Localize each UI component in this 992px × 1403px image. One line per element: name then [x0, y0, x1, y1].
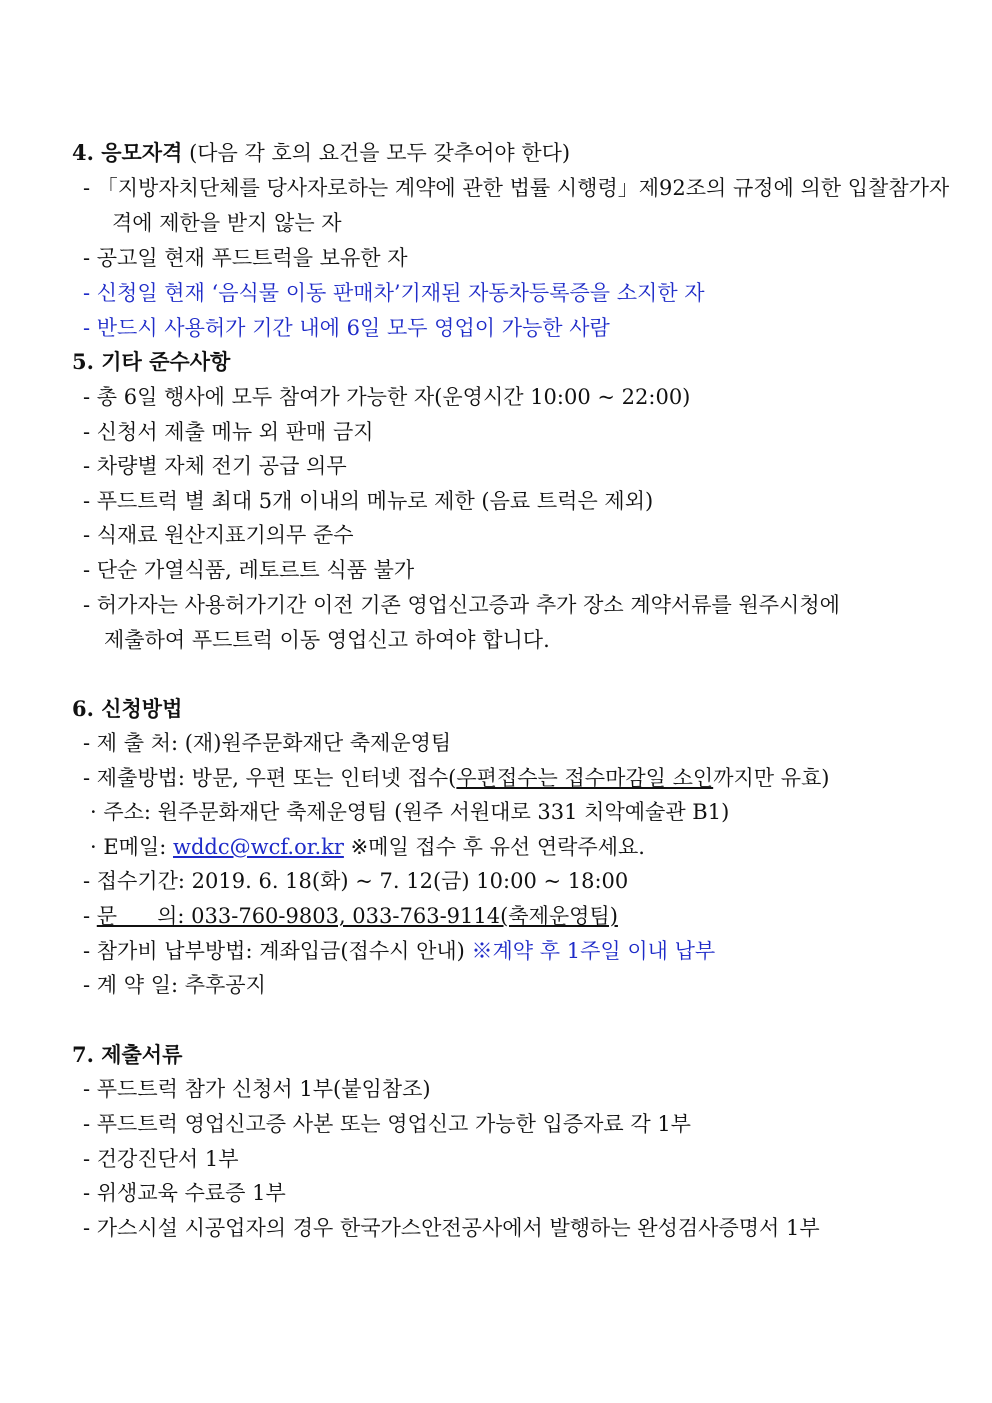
section-4-item-1: - 「지방자치단체를 당사자로하는 계약에 관한 법률 시행령」제92조의 규정에 의한 입찰참가자	[83, 176, 950, 200]
section-5-item-7: - 허가자는 사용허가기간 이전 기존 영업신고증과 추가 장소 계약서류를 원주시청에	[83, 593, 840, 617]
submit-to-line: - 제 출 처: (재)원주문화재단 축제운영팀	[83, 731, 452, 755]
section-7-item-1: - 푸드트럭 참가 신청서 1부(붙임참조)	[83, 1077, 431, 1101]
postmark-condition: 우편접수는 접수마감일 소인	[456, 766, 714, 790]
section-4-title: 4. 응모자격	[72, 140, 183, 165]
contract-date: - 계 약 일: 추후공지	[83, 973, 266, 997]
section-4-item-2: - 공고일 현재 푸드트럭을 보유한 자	[83, 246, 408, 270]
inquiry-line	[83, 902, 618, 930]
fee-method: - 참가비 납부방법: 계좌입금(접수시 안내)	[83, 939, 472, 963]
fee-line	[83, 937, 715, 965]
section-5-item-2: - 신청서 제출 메뉴 외 판매 금지	[83, 420, 374, 444]
section-4-item-3: - 신청일 현재 ‘음식물 이동 판매차’기재된 자동차등록증을 소지한 자	[83, 281, 705, 305]
submit-method-suffix: 까지만 유효)	[713, 766, 830, 790]
inquiry-contacts: 문 의: 033-760-9803, 033-763-9114(축제운영팀)	[96, 904, 618, 928]
inquiry-dash: -	[83, 904, 97, 928]
section-4-item-1-cont: 격에 제한을 받지 않는 자	[112, 211, 342, 235]
submit-method-prefix: - 제출방법: 방문, 우편 또는 인터넷 접수(	[83, 766, 457, 790]
section-6-title: 6. 신청방법	[72, 696, 183, 721]
section-4-heading	[72, 139, 570, 167]
section-7-item-3: - 건강진단서 1부	[83, 1147, 239, 1171]
section-7-item-5: - 가스시설 시공업자의 경우 한국가스안전공사에서 발행하는 완성검사증명서 1부	[83, 1216, 820, 1240]
section-4-note: (다음 각 호의 요건을 모두 갖추어야 한다)	[182, 141, 571, 165]
section-5-item-1: - 총 6일 행사에 모두 참여가 가능한 자(운영시간 10:00 ~ 22:00)	[83, 385, 691, 409]
address-line: · 주소: 원주문화재단 축제운영팀 (원주 서원대로 331 치악예술관 B1)	[90, 800, 730, 824]
section-5-item-4: - 푸드트럭 별 최대 5개 이내의 메뉴로 제한 (음료 트럭은 제외)	[83, 489, 654, 513]
section-5-title: 5. 기타 준수사항	[72, 349, 231, 374]
section-7-title: 7. 제출서류	[72, 1042, 183, 1067]
section-4-item-4: - 반드시 사용허가 기간 내에 6일 모두 영업이 가능한 사람	[83, 316, 610, 340]
submit-method-line	[83, 764, 830, 792]
fee-deadline-note: ※계약 후 1주일 이내 납부	[471, 939, 716, 963]
email-label: · E메일:	[90, 835, 174, 859]
section-7-item-2: - 푸드트럭 영업신고증 사본 또는 영업신고 가능한 입증자료 각 1부	[83, 1112, 691, 1136]
section-5-item-6: - 단순 가열식품, 레토르트 식품 불가	[83, 558, 415, 582]
section-7-item-4: - 위생교육 수료증 1부	[83, 1181, 286, 1205]
section-5-item-7-cont: 제출하여 푸드트럭 이동 영업신고 하여야 합니다.	[104, 628, 550, 652]
email-link[interactable]: wddc@wcf.or.kr	[173, 835, 344, 859]
email-line	[90, 833, 645, 861]
application-period: - 접수기간: 2019. 6. 18(화) ~ 7. 12(금) 10:00 ~ 18:00	[83, 869, 629, 893]
section-5-item-3: - 차량별 자체 전기 공급 의무	[83, 454, 347, 478]
section-5-item-5: - 식재료 원산지표기의무 준수	[83, 523, 354, 547]
email-note: ※메일 접수 후 유선 연락주세요.	[343, 835, 645, 859]
